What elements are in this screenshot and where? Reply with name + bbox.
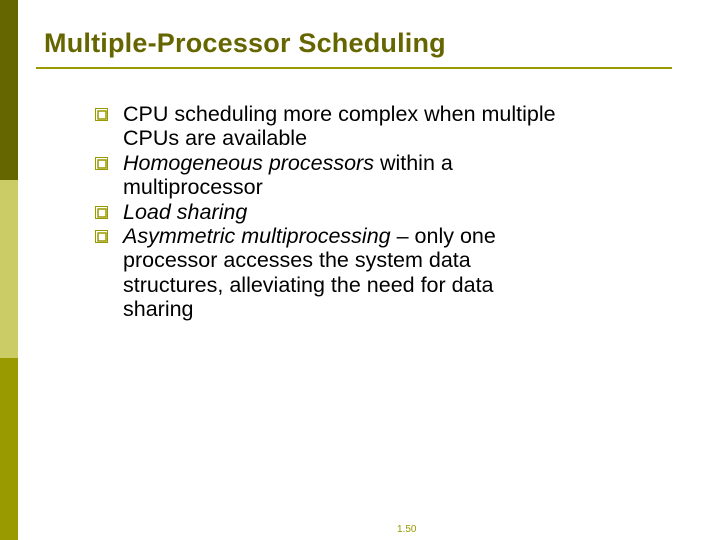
bullet-text: CPU scheduling more complex when multiple CPUs are available: [123, 102, 556, 151]
square-checkbox-icon: [95, 230, 108, 243]
bullet-item-3: [94, 200, 564, 224]
page-number: 1.50: [397, 524, 417, 535]
square-checkbox-icon: [95, 157, 108, 170]
sidebar-segment-bottom: [0, 358, 18, 540]
square-checkbox-icon: [95, 206, 108, 219]
sidebar-segment-top: [0, 0, 18, 180]
bullet-item-2: [94, 151, 564, 200]
bullet-text: within a multiprocessor: [123, 150, 453, 200]
bullet-text: – only one processor accesses the system data structures, alleviating the need for data sharing: [123, 224, 496, 322]
sidebar-segment-middle: [0, 180, 18, 358]
bullet-emphasis: Homogeneous processors: [123, 150, 374, 175]
bullet-emphasis: Load sharing: [123, 199, 248, 224]
slide-title: Multiple-Processor Scheduling: [44, 28, 446, 58]
title-underline: [36, 67, 672, 69]
bullet-emphasis: Asymmetric multiprocessing: [123, 224, 391, 249]
bullet-item-1: [94, 102, 564, 151]
square-checkbox-icon: [95, 108, 108, 121]
bullet-item-4: [94, 224, 564, 322]
bullet-list: [94, 102, 564, 322]
